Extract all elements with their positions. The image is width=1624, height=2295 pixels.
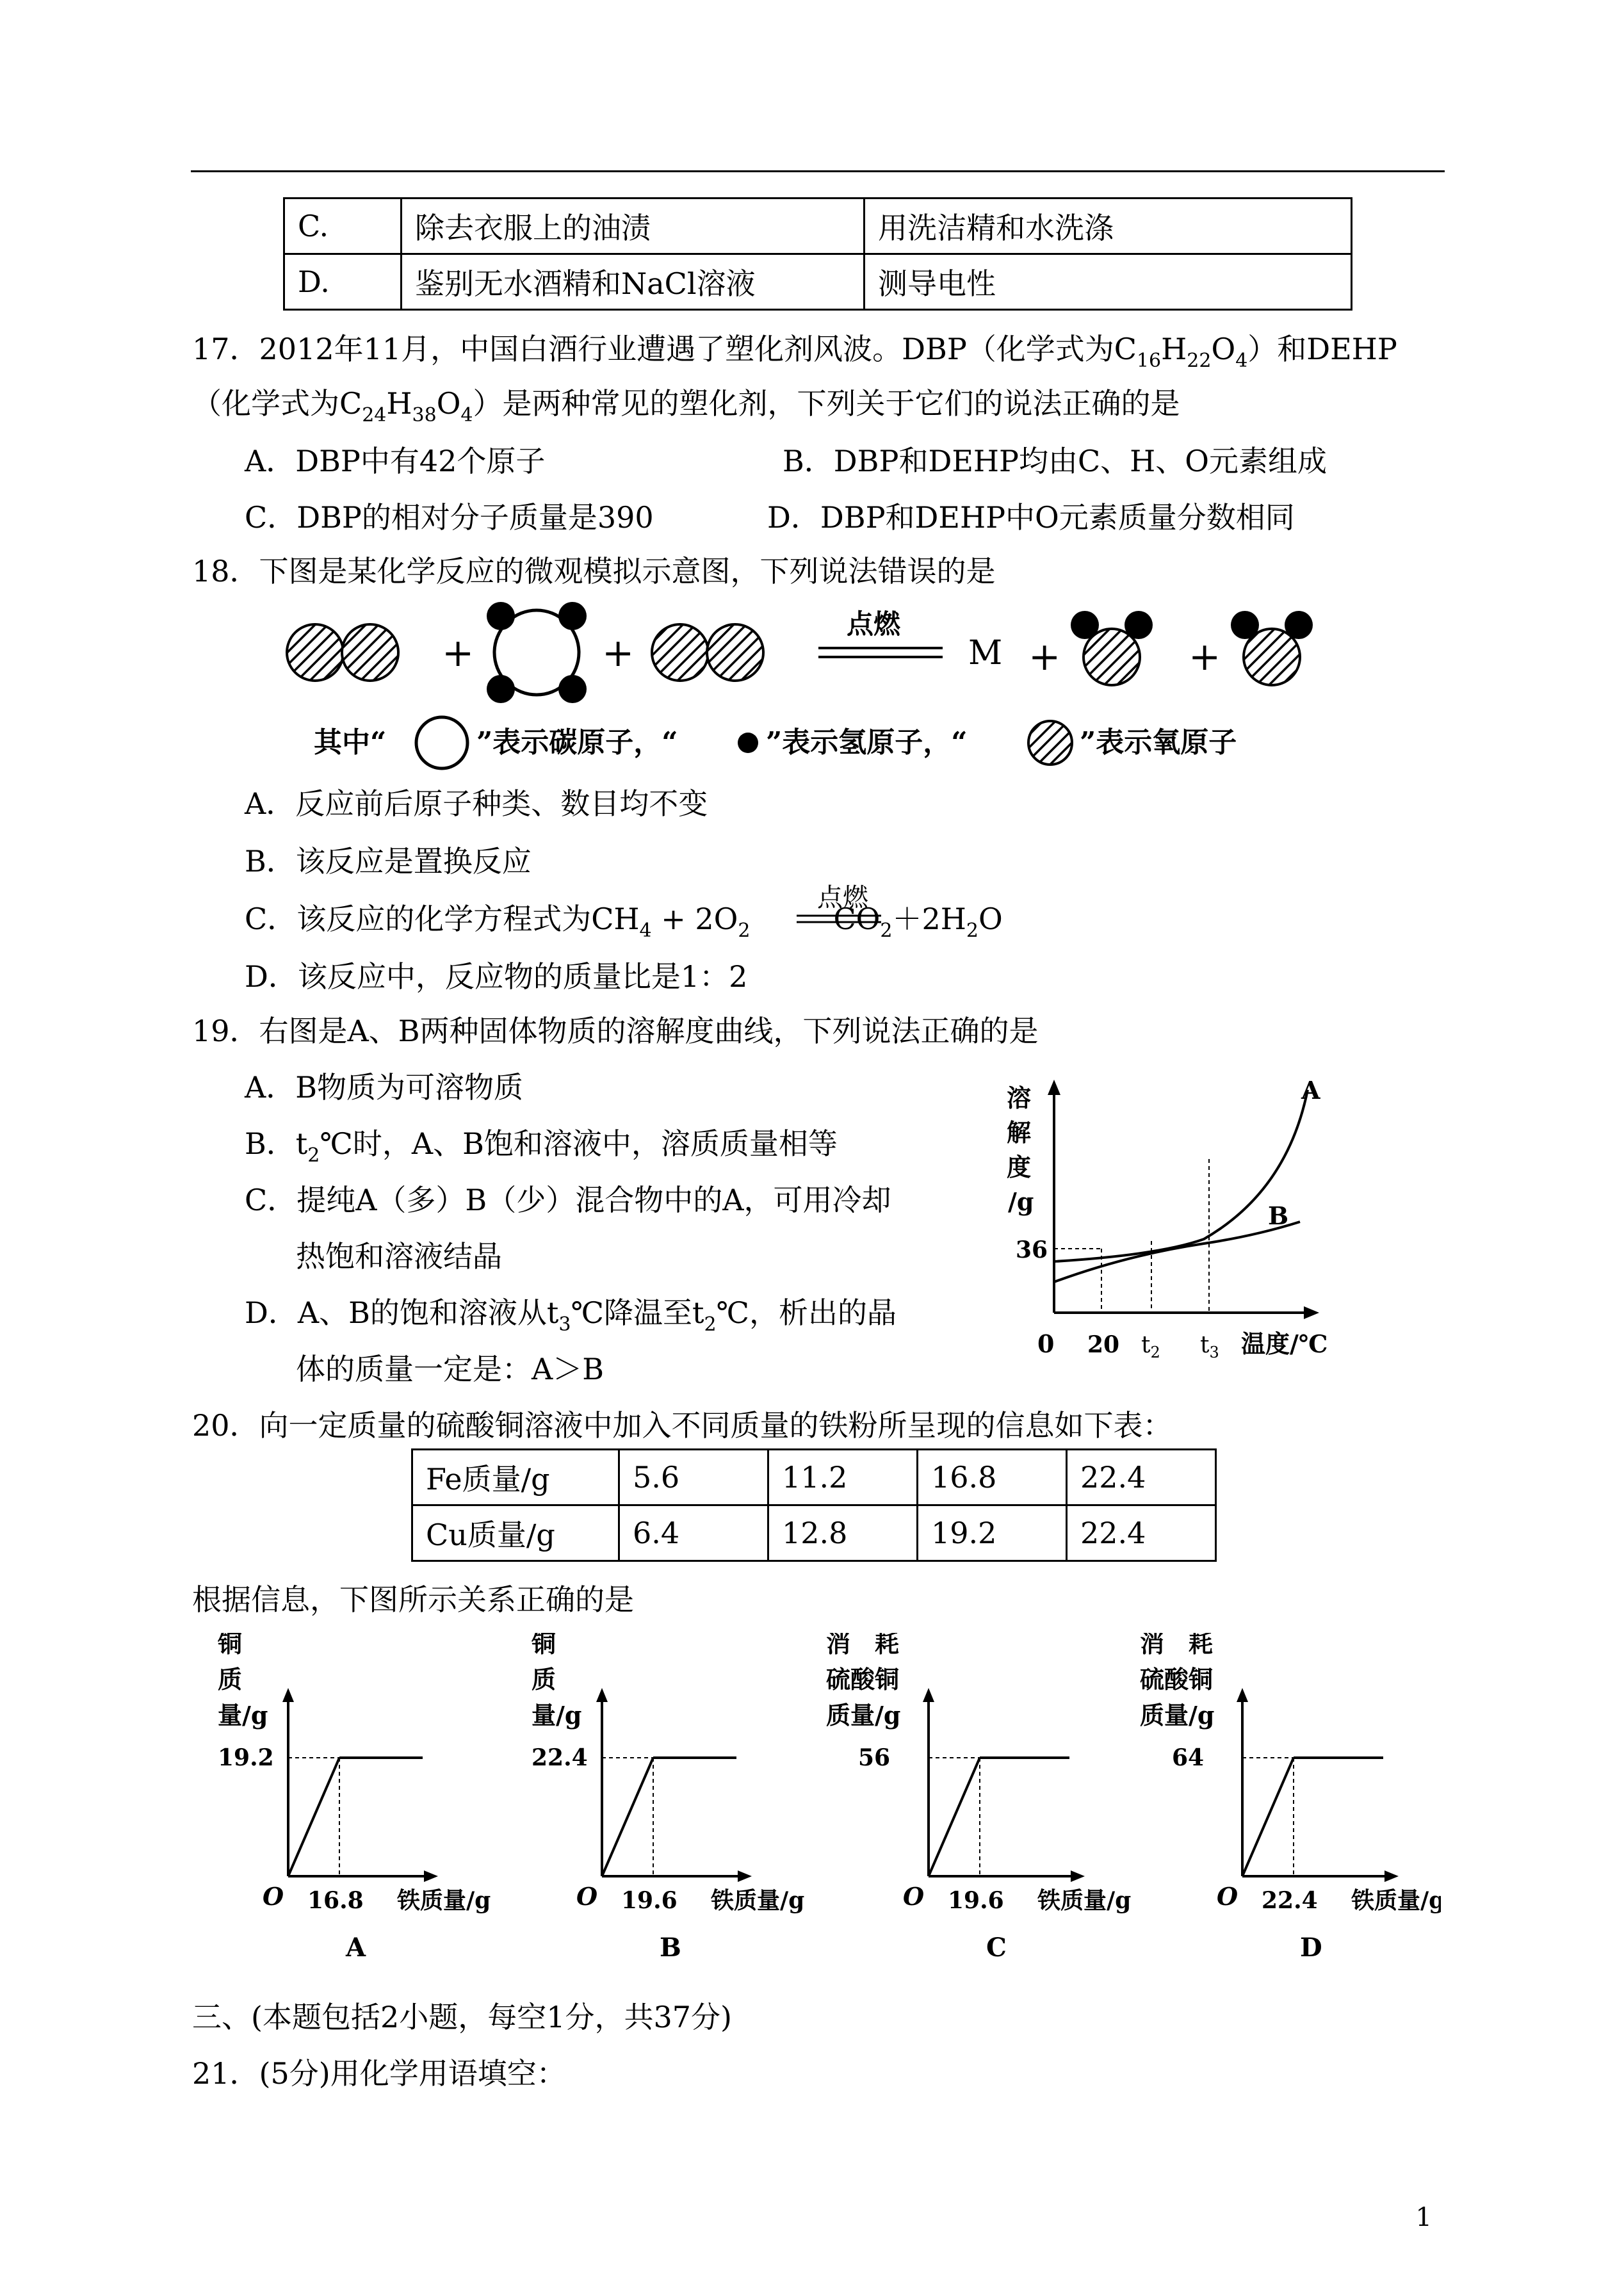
cell: Cu质量/g	[412, 1505, 619, 1561]
graph-x-label: 铁质量/g	[1351, 1887, 1441, 1914]
q19-option-a: A．B物质为可溶物质	[245, 1070, 524, 1105]
q18-option-a: A．反应前后原子种类、数目均不变	[245, 786, 708, 821]
x-axis-arrow	[424, 1870, 438, 1882]
curve-b	[1054, 1222, 1300, 1282]
graph-rise-line	[602, 1758, 653, 1876]
plus-sign: +	[1189, 635, 1221, 679]
x-tick-20: 20	[1087, 1331, 1120, 1358]
oxygen-atom-icon	[1028, 721, 1072, 765]
x-tick-t2: $t_2$	[1141, 1332, 1160, 1361]
graph-origin: O	[576, 1882, 598, 1911]
q18-option-d: D．该反应中，反应物的质量比是1：2	[245, 959, 748, 994]
graph-ylabel: 质量/g	[1140, 1701, 1215, 1730]
row-method: 用洗洁精和水洗涤	[865, 199, 1352, 254]
graph-x-label: 铁质量/g	[711, 1887, 805, 1914]
graph-x-label: 铁质量/g	[397, 1887, 491, 1914]
y-axis-arrow	[282, 1688, 294, 1702]
graph-rise-line	[929, 1758, 980, 1876]
q17-option-b: B．DBP和DEHP均由C、H、O元素组成	[783, 444, 1327, 478]
graph-x-label: 铁质量/g	[1037, 1887, 1132, 1914]
ylabel-2: 解	[1007, 1118, 1032, 1147]
q19-option-c-line2: 热饱和溶液结晶	[296, 1239, 502, 1274]
carbon-atom-icon	[416, 717, 467, 768]
q21-stem: 21．(5分)用化学用语填空：	[192, 2056, 566, 2091]
product-m: M	[968, 634, 1003, 672]
cell: 11.2	[768, 1450, 918, 1505]
x-axis-arrow	[738, 1870, 752, 1882]
graph-ylabel: 硫酸铜	[1140, 1665, 1214, 1694]
graph-rise-line	[1242, 1758, 1294, 1876]
cell: 12.8	[768, 1505, 918, 1561]
row-item: 鉴别无水酒精和NaCl溶液	[402, 254, 865, 310]
origin-label: 0	[1037, 1329, 1055, 1358]
row-item: 除去衣服上的油渍	[402, 199, 865, 254]
methane-molecule	[487, 602, 587, 703]
graph-x-tick: 19.6	[948, 1887, 1004, 1914]
oxygen-molecule-2	[652, 624, 763, 681]
plus-sign: +	[602, 631, 635, 676]
graph-origin: O	[903, 1882, 925, 1911]
graph-ylabel: 质	[218, 1665, 243, 1694]
q17-option-c: C．DBP的相对分子质量是390	[245, 500, 654, 535]
graph-ylabel: 硫酸铜	[826, 1665, 900, 1694]
fe-cu-table	[411, 1448, 1217, 1562]
graph-ylabel: 铜	[218, 1633, 243, 1658]
row-label: D.	[284, 254, 402, 310]
hydrogen-atom-icon	[738, 733, 758, 753]
graph-ylabel: 消 耗	[1140, 1633, 1214, 1658]
graph-ylabel: 消 耗	[826, 1633, 900, 1658]
q20-stem: 20．向一定质量的硫酸铜溶液中加入不同质量的铁粉所呈现的信息如下表：	[192, 1408, 1173, 1443]
q19-option-d-line1: D．A、B的饱和溶液从$t_3℃$降温至$t_2℃$，析出的晶	[245, 1295, 897, 1336]
q17-line1: 17．2012年11月，中国白酒行业遭遇了塑化剂风波。DBP（化学式为$C_{16}H_{22}O_4$）和DEHP	[192, 332, 1397, 372]
graph-ylabel: 质	[532, 1665, 556, 1694]
q20-after: 根据信息，下图所示关系正确的是	[192, 1582, 634, 1617]
row-method: 测导电性	[865, 254, 1352, 310]
graph-letter: C	[986, 1933, 1007, 1963]
cell: 19.2	[918, 1505, 1067, 1561]
table-row	[412, 1450, 1216, 1505]
graph-ylabel: 质量/g	[826, 1701, 901, 1730]
equation-equals	[794, 912, 884, 927]
section-3-heading: 三、(本题包括2小题，每空1分，共37分)	[192, 2000, 732, 2034]
q18-option-c: C．该反应的化学方程式为$CH_4 + 2O_2$ $CO_2+2H_2O$	[245, 902, 1003, 942]
graph-origin: O	[263, 1882, 284, 1911]
legend-part-d: ”表示氧原子	[1080, 726, 1237, 759]
reaction-arrow	[818, 648, 943, 657]
graph-x-tick: 16.8	[307, 1887, 364, 1914]
page-number: 1	[1415, 2203, 1432, 2232]
q20-graphs	[192, 1633, 1441, 1966]
cell: Fe质量/g	[412, 1450, 619, 1505]
graph-letter: D	[1300, 1933, 1322, 1963]
cell: 6.4	[619, 1505, 768, 1561]
ylabel-3: 度	[1007, 1153, 1032, 1181]
reaction-condition: 点燃	[847, 608, 901, 640]
graph-ylabel: 量/g	[218, 1701, 268, 1730]
graph-y-tick: 56	[858, 1744, 891, 1771]
label-a: A	[1301, 1076, 1320, 1105]
water-molecule-1	[1071, 611, 1153, 685]
graph-y-tick: 22.4	[532, 1744, 588, 1771]
y-axis-arrow	[1237, 1688, 1248, 1702]
x-tick-t3: $t_3$	[1200, 1332, 1219, 1361]
graph-x-tick: 19.6	[621, 1887, 678, 1914]
graph-rise-line	[288, 1758, 339, 1876]
q20-graphs-svg	[192, 1633, 1441, 1966]
ylabel-1: 溶	[1007, 1083, 1032, 1112]
q17-option-a: A．DBP中有42个原子	[245, 444, 546, 478]
graph-letter: A	[346, 1933, 366, 1963]
q19-option-d-line2: 体的质量一定是：A＞B	[296, 1352, 605, 1386]
graph-origin: O	[1217, 1882, 1238, 1911]
table-row	[412, 1505, 1216, 1561]
oxygen-molecule-1	[287, 624, 398, 681]
graph-y-tick: 64	[1172, 1744, 1205, 1771]
legend-part-a: 其中“	[314, 726, 387, 759]
y-axis-arrow	[596, 1688, 608, 1702]
cell: 22.4	[1067, 1505, 1216, 1561]
legend-part-b: ”表示碳原子，“	[476, 726, 678, 759]
legend-part-c: ”表示氢原子，“	[766, 726, 968, 759]
cell: 5.6	[619, 1450, 768, 1505]
ylabel-4: /g	[1008, 1187, 1034, 1216]
row-label: C.	[284, 199, 402, 254]
graph-ylabel: 量/g	[532, 1701, 582, 1730]
x-axis-label: 温度/℃	[1241, 1329, 1328, 1358]
graph-ylabel: 铜	[532, 1633, 556, 1658]
equation-condition: 点燃	[817, 883, 868, 912]
graph-x-tick: 22.4	[1262, 1887, 1318, 1914]
q17-line2: （化学式为$C_{24}H_{38}O_4$）是两种常见的塑化剂，下列关于它们的说法正确的是	[192, 386, 1180, 426]
cell: 16.8	[918, 1450, 1067, 1505]
q19-stem: 19．右图是A、B两种固体物质的溶解度曲线，下列说法正确的是	[192, 1014, 1039, 1048]
q18-option-b: B．该反应是置换反应	[245, 844, 532, 879]
plus-sign: +	[1028, 635, 1061, 679]
curve-a	[1054, 1090, 1308, 1261]
q19-option-c-line1: C．提纯A（多）B（少）混合物中的A，可用冷却	[245, 1183, 891, 1217]
q18-stem: 18．下图是某化学反应的微观模拟示意图，下列说法错误的是	[192, 554, 996, 588]
graph-y-tick: 19.2	[218, 1744, 274, 1771]
plus-sign: +	[442, 631, 475, 676]
graph-letter: B	[660, 1933, 681, 1963]
x-axis-arrow	[1071, 1870, 1085, 1882]
water-molecule-2	[1231, 611, 1313, 685]
y-axis-arrow	[923, 1688, 934, 1702]
q19-option-b: B．$t_2℃$时，A、B饱和溶液中，溶质质量相等	[245, 1126, 838, 1167]
solubility-chart	[999, 1076, 1358, 1383]
x-axis-arrow	[1384, 1870, 1399, 1882]
q17-option-d: D．DBP和DEHP中O元素质量分数相同	[767, 500, 1295, 535]
label-b: B	[1268, 1201, 1289, 1230]
y-tick-36: 36	[1016, 1237, 1048, 1263]
cell: 22.4	[1067, 1450, 1216, 1505]
